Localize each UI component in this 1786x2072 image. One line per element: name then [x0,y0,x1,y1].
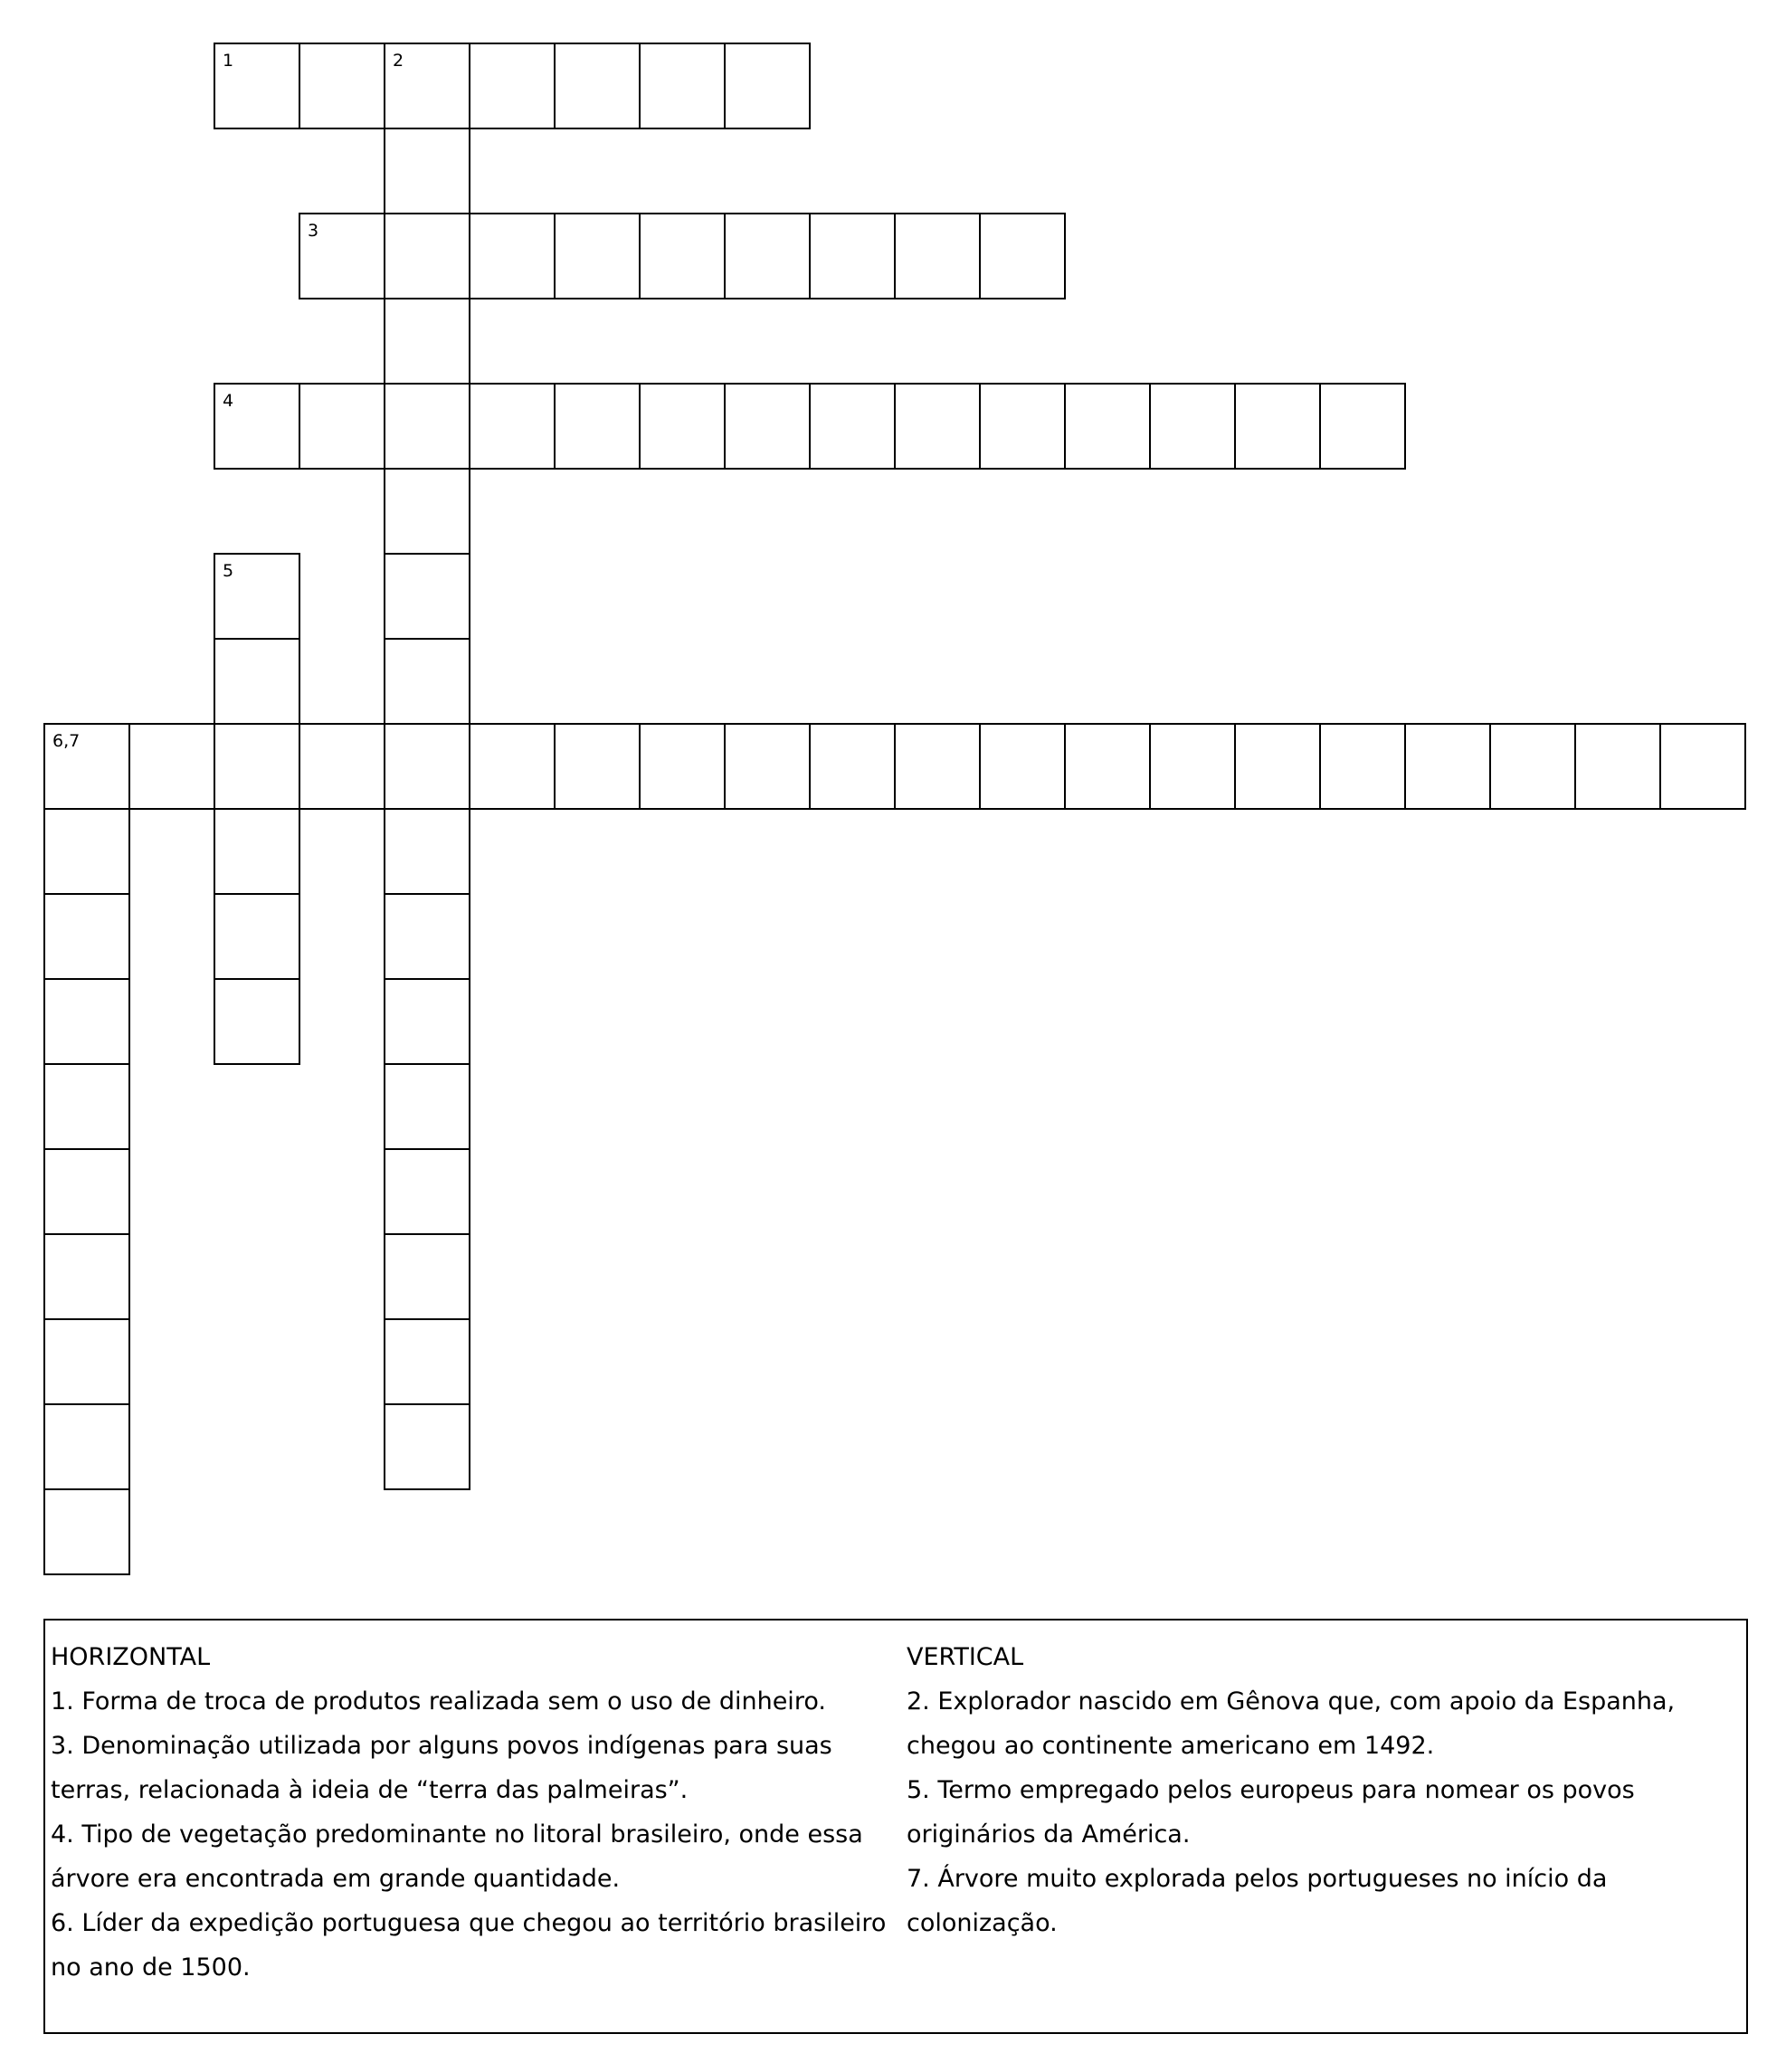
grid-cell[interactable] [639,383,726,470]
cell-number: 1 [223,51,234,71]
cell-number: 4 [223,391,234,411]
vertical-heading: VERTICAL [907,1643,1024,1671]
grid-cell[interactable] [979,213,1066,299]
grid-cell[interactable] [384,808,470,895]
grid-cell[interactable] [214,893,300,980]
grid-cell[interactable] [214,808,300,895]
grid-cell[interactable] [384,723,470,810]
grid-cell[interactable] [809,383,896,470]
clues-box [43,1619,1748,2034]
horizontal-heading: HORIZONTAL [51,1643,211,1671]
clue-vertical-5: 5. Termo empregado pelos europeus para nomear os povos originários da América. [907,1776,1635,1849]
grid-cell[interactable] [43,1063,130,1150]
grid-cell[interactable] [724,213,811,299]
grid-cell[interactable] [384,298,470,385]
grid-cell[interactable] [299,43,385,129]
grid-cell[interactable] [639,213,726,299]
grid-cell[interactable] [1319,723,1406,810]
grid-cell[interactable] [554,723,641,810]
grid-cell[interactable] [384,128,470,214]
grid-cell[interactable] [1489,723,1576,810]
grid-cell[interactable] [384,1148,470,1235]
grid-cell[interactable] [384,893,470,980]
grid-cell[interactable] [214,978,300,1065]
grid-cell[interactable] [43,1488,130,1575]
clue-horizontal-1: 1. Forma de troca de produtos realizada sem o uso de dinheiro. [51,1687,826,1716]
horizontal-clues [51,1635,901,1990]
cell-number: 6,7 [52,731,81,751]
grid-cell[interactable] [384,638,470,725]
grid-cell[interactable] [214,638,300,725]
grid-cell[interactable] [724,43,811,129]
cell-number: 2 [393,51,404,71]
grid-cell[interactable] [299,723,385,810]
grid-cell[interactable] [214,43,300,129]
grid-cell[interactable] [724,383,811,470]
grid-cell[interactable] [1234,723,1321,810]
grid-cell[interactable] [43,1233,130,1320]
grid-cell[interactable] [554,43,641,129]
grid-cell[interactable] [384,468,470,555]
grid-cell[interactable] [384,43,470,129]
grid-cell[interactable] [469,213,556,299]
grid-cell[interactable] [469,43,556,129]
cell-number: 5 [223,561,234,581]
grid-cell[interactable] [43,808,130,895]
grid-cell[interactable] [384,383,470,470]
grid-cell[interactable] [554,213,641,299]
grid-cell[interactable] [554,383,641,470]
grid-cell[interactable] [1149,383,1236,470]
grid-cell[interactable] [1064,383,1151,470]
vertical-clues [907,1635,1721,1945]
grid-cell[interactable] [43,893,130,980]
grid-cell[interactable] [469,723,556,810]
grid-cell[interactable] [43,1318,130,1405]
grid-cell[interactable] [384,1063,470,1150]
grid-cell[interactable] [214,383,300,470]
grid-cell[interactable] [639,43,726,129]
grid-cell[interactable] [639,723,726,810]
grid-cell[interactable] [43,978,130,1065]
grid-cell[interactable] [384,978,470,1065]
grid-cell[interactable] [809,723,896,810]
grid-cell[interactable] [1659,723,1746,810]
grid-cell[interactable] [299,213,385,299]
grid-cell[interactable] [979,383,1066,470]
clue-horizontal-6: 6. Líder da expedição portuguesa que chegou ao território brasileiro no ano de 1500. [51,1909,887,1982]
grid-cell[interactable] [384,553,470,640]
grid-cell[interactable] [1234,383,1321,470]
grid-cell[interactable] [214,553,300,640]
grid-cell[interactable] [43,723,130,810]
grid-cell[interactable] [299,383,385,470]
grid-cell[interactable] [384,213,470,299]
grid-cell[interactable] [809,213,896,299]
grid-cell[interactable] [1319,383,1406,470]
grid-cell[interactable] [128,723,215,810]
grid-cell[interactable] [43,1148,130,1235]
grid-cell[interactable] [894,383,981,470]
grid-cell[interactable] [1064,723,1151,810]
grid-cell[interactable] [384,1233,470,1320]
grid-cell[interactable] [894,213,981,299]
grid-cell[interactable] [214,723,300,810]
clue-horizontal-4: 4. Tipo de vegetação predominante no litoral brasileiro, onde essa árvore era encontrada em grande quantidade. [51,1820,863,1893]
grid-cell[interactable] [469,383,556,470]
grid-cell[interactable] [1149,723,1236,810]
clue-vertical-7: 7. Árvore muito explorada pelos portugueses no início da colonização. [907,1865,1608,1937]
grid-cell[interactable] [724,723,811,810]
grid-cell[interactable] [384,1403,470,1490]
grid-cell[interactable] [894,723,981,810]
cell-number: 3 [308,221,319,241]
grid-cell[interactable] [979,723,1066,810]
grid-cell[interactable] [1404,723,1491,810]
grid-cell[interactable] [384,1318,470,1405]
grid-cell[interactable] [1574,723,1661,810]
clue-vertical-2: 2. Explorador nascido em Gênova que, com apoio da Espanha, chegou ao continente americano em 1492. [907,1687,1676,1760]
grid-cell[interactable] [43,1403,130,1490]
clue-horizontal-3: 3. Denominação utilizada por alguns povos indígenas para suas terras, relacionada à ideia de “terra das palmeiras”. [51,1732,832,1804]
